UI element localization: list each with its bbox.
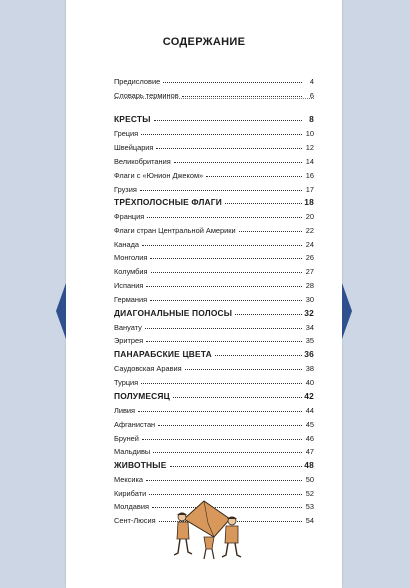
toc-section-row [114, 194, 314, 207]
toc-entry-row [114, 416, 314, 429]
toc-entry-label: Греция [114, 129, 139, 138]
toc-dot-leader [146, 286, 302, 287]
toc-entry-label: ДИАГОНАЛЬНЫЕ ПОЛОСЫ [114, 308, 233, 318]
toc-dot-leader [158, 425, 302, 426]
toc-entry-row [114, 471, 314, 484]
toc-entry-label: ЖИВОТНЫЕ [114, 460, 167, 470]
toc-entry-row [114, 332, 314, 345]
toc-entry-label: ПАНАРАБСКИЕ ЦВЕТА [114, 349, 212, 359]
toc-dot-leader [215, 355, 302, 356]
toc-entry-row [114, 249, 314, 262]
toc-dot-leader [174, 162, 302, 163]
toc-entry-label: Франция [114, 212, 145, 221]
toc-dot-leader [239, 231, 302, 232]
toc-entry-label: Канада [114, 240, 140, 249]
two-men-carrying-cloth-illustration [174, 497, 242, 561]
toc-dot-leader [185, 369, 302, 370]
toc-page-number: 38 [305, 364, 314, 373]
toc-entry-label: Кирибати [114, 489, 147, 498]
toc-dot-leader [170, 466, 303, 467]
toc-page-number: 22 [305, 226, 314, 235]
toc-page-number: 14 [305, 157, 314, 166]
toc-entry-label: Сент-Люсия [114, 516, 156, 525]
toc-entry-label: Флаги стран Центральной Америки [114, 226, 236, 235]
toc-page-number: 44 [305, 406, 314, 415]
toc-dot-leader [142, 439, 302, 440]
toc-entry-label: Испания [114, 281, 144, 290]
contents-page [66, 0, 342, 588]
toc-dot-leader [142, 245, 302, 246]
toc-entry-row [114, 181, 314, 194]
toc-page-number: 10 [305, 129, 314, 138]
toc-entry-label: Эритрея [114, 336, 144, 345]
toc-dot-leader [150, 258, 302, 259]
toc-dot-leader [138, 411, 302, 412]
toc-page-number: 42 [304, 391, 314, 401]
toc-entry-label: Ливия [114, 406, 136, 415]
toc-entry-label: Мексика [114, 475, 143, 484]
toc-dot-leader [206, 176, 302, 177]
toc-entry-row [114, 73, 314, 86]
toc-entry-row [114, 277, 314, 290]
toc-entry-label: ПОЛУМЕСЯЦ [114, 391, 170, 401]
toc-dot-leader [141, 383, 302, 384]
toc-dot-leader [147, 217, 302, 218]
page-title: СОДЕРЖАНИЕ [162, 36, 246, 48]
toc-page-number: 36 [304, 349, 314, 359]
toc-dot-leader [163, 82, 302, 83]
toc-entry-row [114, 263, 314, 276]
toc-page-number: 40 [305, 378, 314, 387]
toc-page-number: 28 [305, 281, 314, 290]
toc-dot-leader [151, 272, 302, 273]
toc-page-number: 46 [305, 434, 314, 443]
toc-page-number: 12 [305, 143, 314, 152]
toc-section-row [114, 388, 314, 401]
toc-page-number: 32 [304, 308, 314, 318]
toc-page-number: 4 [309, 77, 314, 86]
toc-entry-row [114, 236, 314, 249]
toc-page-number: 54 [305, 516, 314, 525]
toc-page-number: 24 [305, 240, 314, 249]
toc-entry-label: Бруней [114, 434, 139, 443]
toc-entry-label: Германия [114, 295, 148, 304]
toc-entry-row [114, 208, 314, 221]
toc-entry-label: Молдавия [114, 502, 149, 511]
toc-entry-row [114, 139, 314, 152]
toc-entry-row [114, 87, 314, 100]
toc-dot-leader [154, 120, 302, 121]
toc-dot-leader [146, 341, 302, 342]
toc-dot-leader [140, 190, 302, 191]
toc-entry-label: Швейцария [114, 143, 154, 152]
toc-entry-row [114, 125, 314, 138]
toc-entry-row [114, 443, 314, 456]
toc-entry-label: Вануату [114, 323, 142, 332]
toc-entry-label: Саудовская Аравия [114, 364, 182, 373]
toc-section-row [114, 305, 314, 318]
toc-entry-label: КРЕСТЫ [114, 114, 151, 124]
toc-entry-row [114, 374, 314, 387]
toc-page-number: 17 [305, 185, 314, 194]
toc-dot-leader [173, 397, 302, 398]
toc-page-number: 53 [305, 502, 314, 511]
toc-page-number: 18 [304, 197, 314, 207]
toc-entry-label: Афганистан [114, 420, 156, 429]
toc-dot-leader [150, 300, 302, 301]
toc-entry-label: Грузия [114, 185, 137, 194]
toc-dot-leader [156, 148, 302, 149]
toc-dot-leader [225, 203, 302, 204]
toc-section-row [114, 346, 314, 359]
toc-entry-row [114, 222, 314, 235]
toc-entry-row [114, 360, 314, 373]
toc-dot-leader [145, 328, 302, 329]
toc-dot-leader [153, 452, 302, 453]
toc-page-number: 26 [305, 253, 314, 262]
toc-page-number: 50 [305, 475, 314, 484]
toc-entry-label: Предисловие [114, 77, 161, 86]
toc-entry-row [114, 402, 314, 415]
toc-page-number: 6 [309, 91, 314, 100]
toc-entry-label: Турция [114, 378, 139, 387]
toc-entry-label: Великобритания [114, 157, 171, 166]
toc-page-number: 20 [305, 212, 314, 221]
toc-page-number: 47 [305, 447, 314, 456]
toc-entry-label: Мальдивы [114, 447, 151, 456]
toc-page-number: 52 [305, 489, 314, 498]
toc-entry-label: ТРЁХПОЛОСНЫЕ ФЛАГИ [114, 197, 222, 207]
toc-page-number: 45 [305, 420, 314, 429]
toc-page-number: 27 [305, 267, 314, 276]
toc-dot-leader [235, 314, 302, 315]
toc-entry-row [114, 291, 314, 304]
toc-dot-leader [141, 134, 302, 135]
toc-entry-row [114, 153, 314, 166]
toc-page-number: 30 [305, 295, 314, 304]
toc-dot-leader [146, 480, 302, 481]
toc-entry-label: Словарь терминов [114, 91, 179, 100]
toc-entry-row [114, 319, 314, 332]
toc-dot-leader [182, 96, 302, 97]
toc-entry-label: Колумбия [114, 267, 148, 276]
toc-entry-label: Монголия [114, 253, 148, 262]
toc-page-number: 8 [309, 114, 314, 124]
toc-page-number: 34 [305, 323, 314, 332]
toc-section-row [114, 457, 314, 470]
toc-page-number: 35 [305, 336, 314, 345]
toc-page-number: 48 [304, 460, 314, 470]
toc-entry-row [114, 167, 314, 180]
toc-section-row [114, 111, 314, 124]
left-page-tab [56, 283, 66, 339]
toc-entry-label: Флаги с «Юнион Джеком» [114, 171, 204, 180]
toc-entry-row [114, 430, 314, 443]
toc-dot-leader [149, 494, 302, 495]
right-page-tab [342, 283, 352, 339]
toc-page-number: 16 [305, 171, 314, 180]
